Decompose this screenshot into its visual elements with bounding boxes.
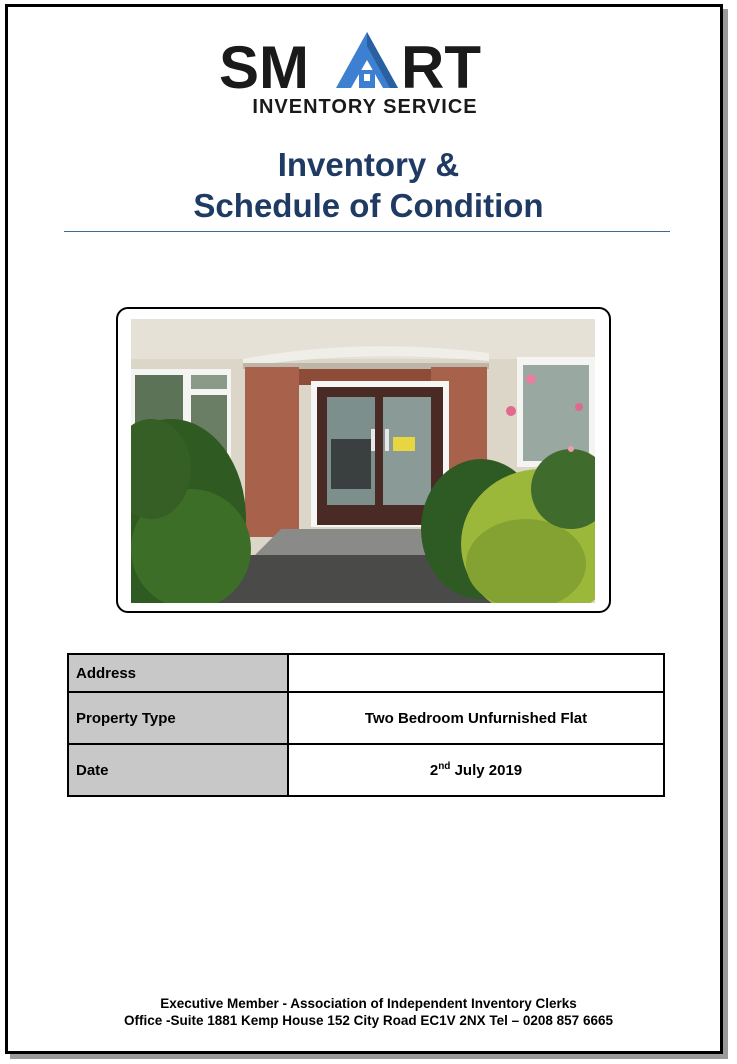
address-label: Address	[68, 654, 288, 692]
table-row	[68, 744, 664, 796]
footer-office-address: Office -Suite 1881 Kemp House 152 City Road EC1V 2NX Tel – 0208 857 6665	[124, 1013, 613, 1028]
document-title-line1: Inventory &	[277, 146, 460, 183]
property-type-value: Two Bedroom Unfurnished Flat	[288, 692, 664, 744]
logo-text-sm: SM	[219, 34, 309, 101]
date-value	[288, 744, 664, 796]
roof-icon	[336, 32, 398, 88]
property-type-label: Property Type	[68, 692, 288, 744]
table-row	[68, 654, 664, 692]
property-photo-frame	[116, 307, 611, 613]
document-title-line2: Schedule of Condition	[193, 187, 544, 224]
property-details-table	[67, 653, 665, 797]
table-row	[68, 692, 664, 744]
building-entrance-photo	[131, 319, 595, 603]
date-day: 2	[429, 762, 439, 779]
date-label: Date	[68, 744, 288, 796]
date-suffix: nd	[438, 761, 451, 772]
logo-tagline: INVENTORY SERVICE	[252, 96, 478, 118]
title-divider	[64, 231, 670, 232]
address-value	[288, 654, 664, 692]
logo-text-rt: RT	[401, 34, 481, 101]
date-rest: July 2019	[450, 762, 523, 779]
footer-membership: Executive Member - Association of Independent Inventory Clerks	[160, 996, 577, 1011]
smart-logo	[215, 26, 515, 120]
